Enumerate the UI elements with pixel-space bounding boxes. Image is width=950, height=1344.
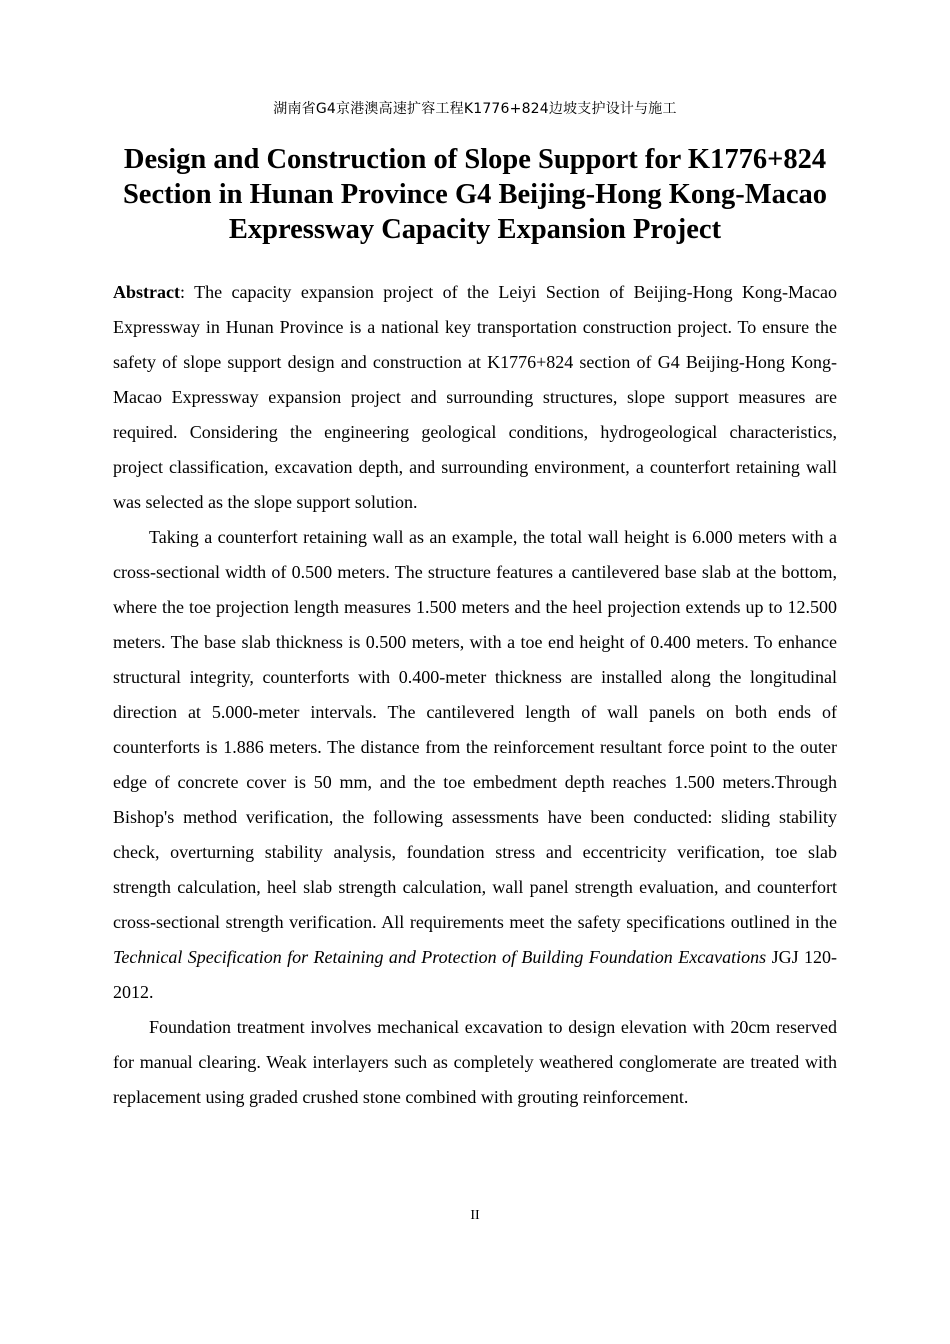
specification-citation: Technical Specification for Retaining and Protection of Building Foundation Excavations — [113, 947, 767, 967]
title-line-2: Section in Hunan Province G4 Beijing-Hong Kong-Macao — [122, 179, 828, 210]
running-header: 湖南省G4京港澳高速扩容工程K1776+824边坡支护设计与施工 — [273, 101, 677, 117]
specification-code: JGJ 120-2012. — [113, 947, 837, 1002]
abstract-label: Abstract — [113, 282, 180, 302]
abstract-paragraph-2-text: Taking a counterfort retaining wall as an example, the total wall height is 6.000 meters with a cross-sectional width of 0.500 meters. The structure features a cantilevered base slab at the bottom, where the toe projection length measures 1.500 meters and the heel projection extends up to 12.500 meters. The base slab thickness is 0.500 meters, with a toe end height of 0.400 meters. To enhance structural integrity, counterforts with 0.400-meter thickness are installed along the longitudinal direction at 5.000-meter intervals. The cantilevered length of wall panels on both ends of counterforts is 1.886 meters. The distance from the reinforcement resultant force point to the outer edge of concrete cover is 50 mm, and the toe embedment depth reaches 1.500 meters.Through Bishop's method verification, the following assessments have been conducted: sliding stability check, overturning stability analysis, foundation stress and eccentricity verification, toe slab strength calculation, heel slab strength calculation, wall panel strength evaluation, and counterfort cross-sectional strength verification. All requirements meet the safety specifications outlined in the — [113, 527, 837, 932]
title-line-3: Expressway Capacity Expansion Project — [228, 214, 722, 245]
abstract-paragraph-1-text: : The capacity expansion project of the Leiyi Section of Beijing-Hong Kong-Macao Expressway in Hunan Province is a national key transportation construction project. To ensure the safety of slope support design and construction at K1776+824 section of G4 Beijing-Hong Kong-Macao Expressway expansion project and surrounding structures, slope support measures are required. Considering the engineering geological conditions, hydrogeological characteristics, project classification, excavation depth, and surrounding environment, a counterfort retaining wall was selected as the slope support solution. — [113, 282, 837, 512]
abstract-paragraph-1 — [113, 275, 837, 520]
abstract-section — [113, 275, 837, 1115]
title-line-1: Design and Construction of Slope Support for K1776+824 — [123, 144, 827, 175]
abstract-paragraph-2 — [113, 520, 837, 1010]
paper-title — [100, 142, 850, 247]
page-number: II — [470, 1208, 480, 1223]
abstract-paragraph-3: Foundation treatment involves mechanical excavation to design elevation with 20cm reserved for manual clearing. Weak interlayers such as completely weathered conglomerate are treated with replacement using graded crushed stone combined with grouting reinforcement. — [113, 1017, 837, 1107]
